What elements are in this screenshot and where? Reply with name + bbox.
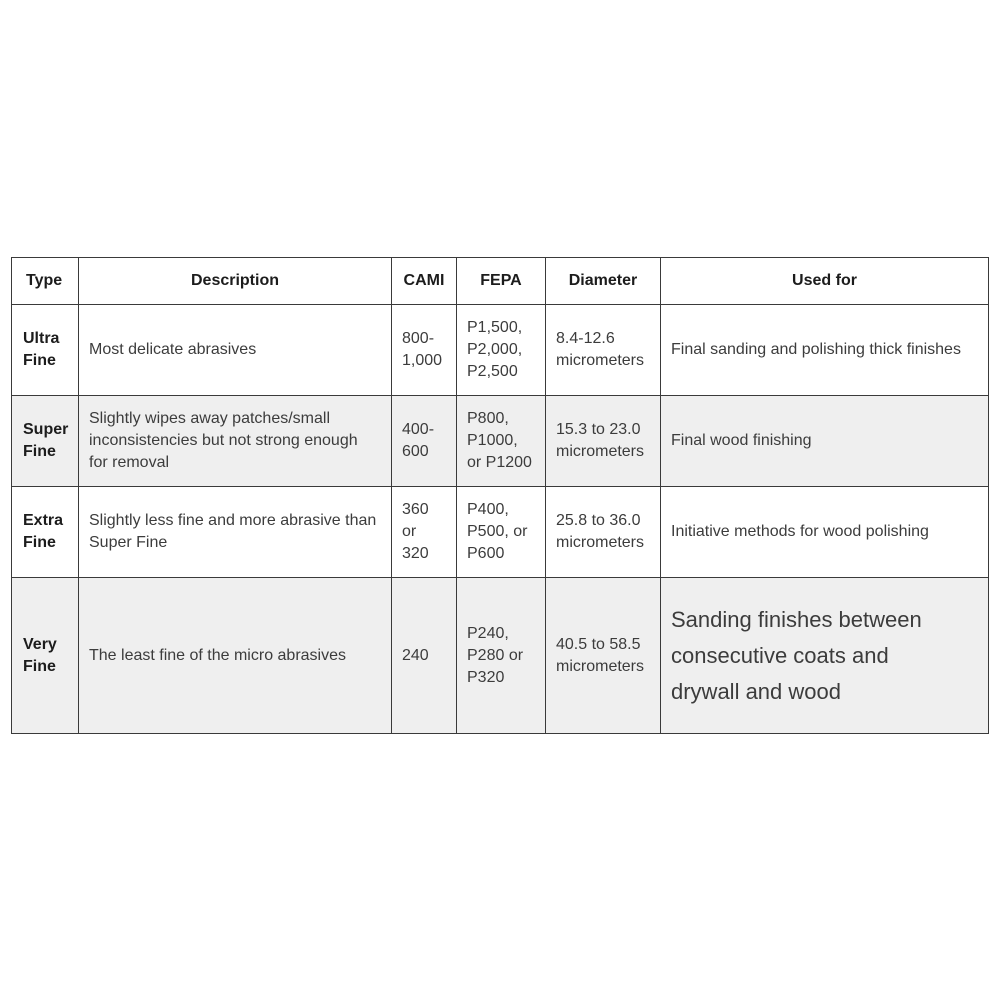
header-fepa: FEPA: [457, 258, 546, 305]
diameter-cell: [546, 305, 661, 396]
cami-line: or: [402, 523, 417, 540]
cami-text: 240: [402, 646, 429, 664]
diameter-line: 25.8 to 36.0: [556, 512, 641, 529]
header-row: [12, 258, 989, 305]
description-cell: [79, 305, 392, 396]
grit-table: [11, 257, 989, 734]
fepa-line: P2,500: [467, 363, 518, 380]
type-line: Extra: [23, 512, 64, 529]
diameter-cell: [546, 487, 661, 578]
type-cell: [12, 396, 79, 487]
cami-line: 320: [402, 545, 429, 562]
type-line: Super: [23, 421, 69, 438]
table-row: [12, 305, 989, 396]
header-diameter: Diameter: [546, 258, 661, 305]
cami-line: 400-: [402, 421, 435, 438]
fepa-line: P2,000,: [467, 341, 523, 358]
used-for-line: drywall and wood: [671, 678, 841, 704]
type-line: Fine: [23, 443, 56, 460]
type-cell: [12, 578, 79, 734]
cami-line: 600: [402, 443, 429, 460]
table-row: [12, 487, 989, 578]
table-row: [12, 578, 989, 734]
diameter-line: micrometers: [556, 657, 645, 675]
type-line: Fine: [23, 657, 56, 675]
used-for-text: Initiative methods for wood polishing: [671, 523, 929, 540]
header-cami: CAMI: [392, 258, 457, 305]
used-for-line: consecutive coats and: [671, 642, 889, 668]
type-line: Ultra: [23, 330, 60, 347]
description-line: inconsistencies but not strong enough: [89, 432, 358, 449]
cami-cell: [392, 305, 457, 396]
description-line: Slightly wipes away patches/small: [89, 410, 330, 427]
used-for-text: Final sanding and polishing thick finishes: [671, 341, 961, 358]
table-row: [12, 396, 989, 487]
description-text: The least fine of the micro abrasives: [89, 646, 347, 664]
description-cell: [79, 578, 392, 734]
diameter-line: micrometers: [556, 443, 645, 460]
header-used-for: Used for: [661, 258, 989, 305]
cami-line: 360: [402, 501, 429, 518]
type-line: Fine: [23, 352, 56, 369]
fepa-line: P240,: [467, 624, 509, 642]
description-cell: [79, 396, 392, 487]
cami-cell: [392, 487, 457, 578]
type-line: Very: [23, 635, 57, 653]
fepa-cell: [457, 578, 546, 734]
cami-line: 800-: [402, 330, 435, 347]
fepa-line: or P1200: [467, 454, 532, 471]
description-cell: [79, 487, 392, 578]
diameter-line: micrometers: [556, 352, 645, 369]
description-line: Slightly less fine and more abrasive than: [89, 512, 377, 529]
diameter-line: 15.3 to 23.0: [556, 421, 641, 438]
diameter-line: 40.5 to 58.5: [556, 635, 641, 653]
used-for-cell: [661, 305, 989, 396]
fepa-line: P280 or: [467, 646, 524, 664]
fepa-line: P1,500,: [467, 319, 523, 336]
used-for-line: Sanding finishes between: [671, 606, 922, 632]
used-for-text: Final wood finishing: [671, 432, 812, 449]
cami-cell: [392, 578, 457, 734]
type-line: Fine: [23, 534, 56, 551]
used-for-cell: [661, 578, 989, 734]
cami-cell: [392, 396, 457, 487]
fepa-cell: [457, 396, 546, 487]
diameter-line: micrometers: [556, 534, 645, 551]
cami-line: 1,000: [402, 352, 443, 369]
fepa-cell: [457, 487, 546, 578]
fepa-line: P400,: [467, 501, 509, 518]
diameter-cell: [546, 578, 661, 734]
fepa-line: P1000,: [467, 432, 518, 449]
header-type: Type: [12, 258, 79, 305]
type-cell: [12, 487, 79, 578]
description-text: Most delicate abrasives: [89, 341, 257, 358]
type-cell: [12, 305, 79, 396]
fepa-line: P320: [467, 668, 505, 686]
description-line: Super Fine: [89, 534, 168, 551]
description-line: for removal: [89, 454, 170, 471]
fepa-line: P500, or: [467, 523, 528, 540]
fepa-line: P800,: [467, 410, 509, 427]
diameter-cell: [546, 396, 661, 487]
fepa-cell: [457, 305, 546, 396]
used-for-cell: [661, 396, 989, 487]
diameter-line: 8.4-12.6: [556, 330, 615, 347]
header-description: Description: [79, 258, 392, 305]
used-for-cell: [661, 487, 989, 578]
fepa-line: P600: [467, 545, 505, 562]
